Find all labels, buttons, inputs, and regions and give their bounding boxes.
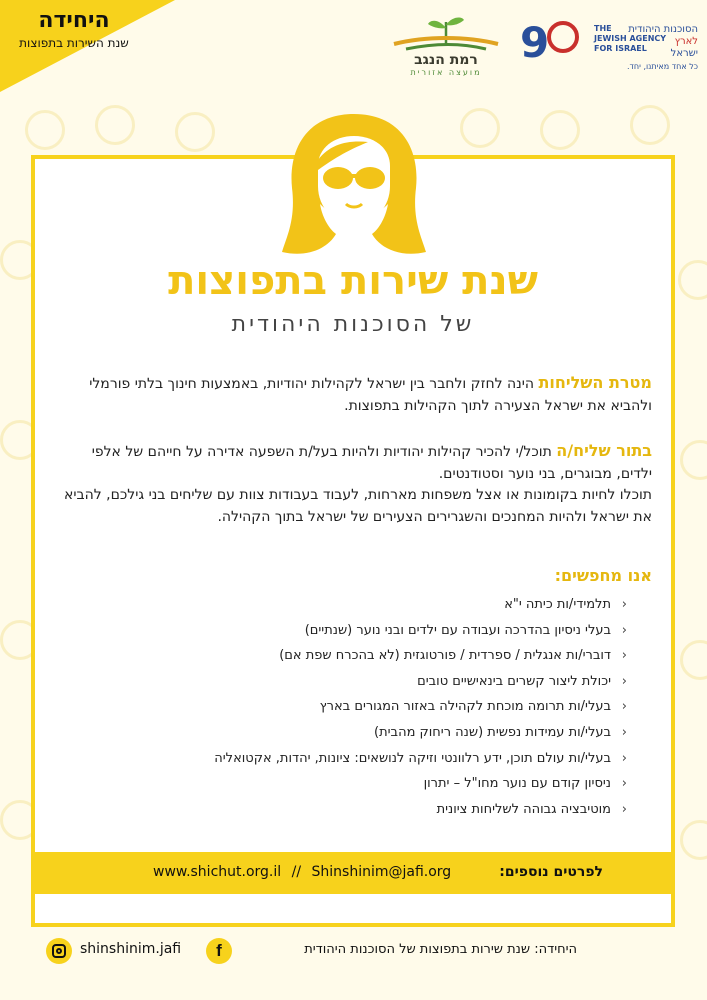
contact-bar: [31, 852, 675, 894]
ja-zero-ring: [547, 21, 579, 53]
negev-subtitle: מועצה אזורית: [410, 68, 482, 77]
seeking-title: אנו מחפשים:: [554, 566, 652, 585]
list-item: ‹ בעלי/ות עולם תוכן, ידע רלוונטי וזיקה לנושאים: ציונות, יהדות, אקטואליה: [67, 746, 627, 772]
ramat-negev-logo: [376, 14, 516, 76]
instagram-icon[interactable]: [46, 938, 72, 964]
role-paragraph-2: תוכלו לחיות בקומונות או אצל משפחות מארחות, לעבוד בעבודות צוות עם שליחים בני גילכם, להביא את ישראל ולהיות המחנכים והשגרירים הצעירים של ישראל בתוך הקהילה.: [63, 487, 652, 525]
pattern-face-icon: [630, 105, 670, 145]
sprout-icon: [386, 14, 506, 52]
list-item: ‹ דוברי/ות אנגלית / ספרדית / פורטוגזית (לא בהכרח שפת אם): [67, 643, 627, 669]
website-link[interactable]: www.shichut.org.il: [153, 864, 282, 880]
pattern-face-icon: [680, 440, 707, 480]
page-title: שנת שירות בתפוצות: [168, 258, 538, 304]
ja-90-mark: 9: [520, 18, 579, 67]
list-item: ‹ ניסיון קודם עם נוער מחו"ל – יתרון: [67, 771, 627, 797]
pattern-face-icon: [25, 110, 65, 150]
corner-title: היחידה: [38, 8, 110, 33]
role-text: תוכל/י להכיר קהילות יהודיות ולהיות בעל/ת השפעה אדירה על חייהם של אלפי ילדים, מבוגרים, בני נוער וסטודנטים.: [91, 444, 652, 482]
pattern-face-icon: [460, 108, 500, 148]
list-item: ‹ מוטיבציה גבוהה לשליחות ציונית: [67, 797, 627, 823]
corner-subtitle: שנת השירות בתפוצות: [19, 36, 129, 50]
contact-label: לפרטים נוספים:: [499, 864, 603, 880]
pattern-face-icon: [95, 105, 135, 145]
pattern-face-icon: [175, 112, 215, 152]
email-link[interactable]: Shinshinim@jafi.org: [311, 864, 452, 880]
mission-text: הינה לחזק ולחבר בין ישראל לקהילות יהודיות, באמצעות חינוך בלתי פורמלי ולהביא את ישראל הצעירה לתוך הקהילות בתפוצות.: [89, 376, 652, 414]
facebook-icon[interactable]: f: [206, 938, 232, 964]
role-paragraph: [52, 440, 652, 485]
ja-hebrew-line1: הסוכנות היהודית: [628, 24, 698, 35]
requirements-list: [67, 592, 627, 822]
contact-links: [153, 864, 451, 880]
negev-name: רמת הנגב: [414, 52, 478, 68]
ja-hebrew-line2: לארץ: [674, 36, 698, 47]
ja-tagline: כל אחד מאיתנו, יחד.: [626, 62, 698, 71]
jewish-agency-logo: [520, 18, 700, 74]
instagram-handle[interactable]: shinshinim.jafi: [80, 941, 182, 957]
mission-paragraph: [52, 372, 652, 417]
list-item: ‹ בעלי ניסיון בהדרכה ועבודה עם ילדים ובני נוער (שנתיים): [67, 618, 627, 644]
list-item: ‹ תלמידי/ות כיתה י"א: [67, 592, 627, 618]
ja-english-name: THE JEWISH AGENCY FOR ISRAEL: [594, 24, 667, 53]
pattern-face-icon: [540, 110, 580, 150]
mission-label: מטרת השליחות: [538, 373, 652, 392]
list-item: ‹ בעלי/ות עמידות נפשית (שנה ריחוק מהבית): [67, 720, 627, 746]
pattern-face-icon: [678, 260, 707, 300]
facebook-page-name[interactable]: היחידה: שנת שירות בתפוצות של הסוכנות היהודית: [304, 942, 577, 957]
list-item: ‹ יכולת ליצור קשרים בינאישיים טובים: [67, 669, 627, 695]
pattern-face-icon: [680, 640, 707, 680]
contact-separator: //: [291, 864, 302, 880]
list-item: ‹ בעלי/ות תרומה מוכחת לקהילה באזור המגורים בארץ: [67, 694, 627, 720]
ja-hebrew-line3: ישראל: [670, 48, 698, 59]
woman-sunglasses-icon: [278, 108, 430, 260]
role-label: בתור שליח/ה: [556, 441, 652, 460]
page-subtitle: של הסוכנות היהודית: [231, 312, 475, 337]
pattern-face-icon: [680, 820, 707, 860]
